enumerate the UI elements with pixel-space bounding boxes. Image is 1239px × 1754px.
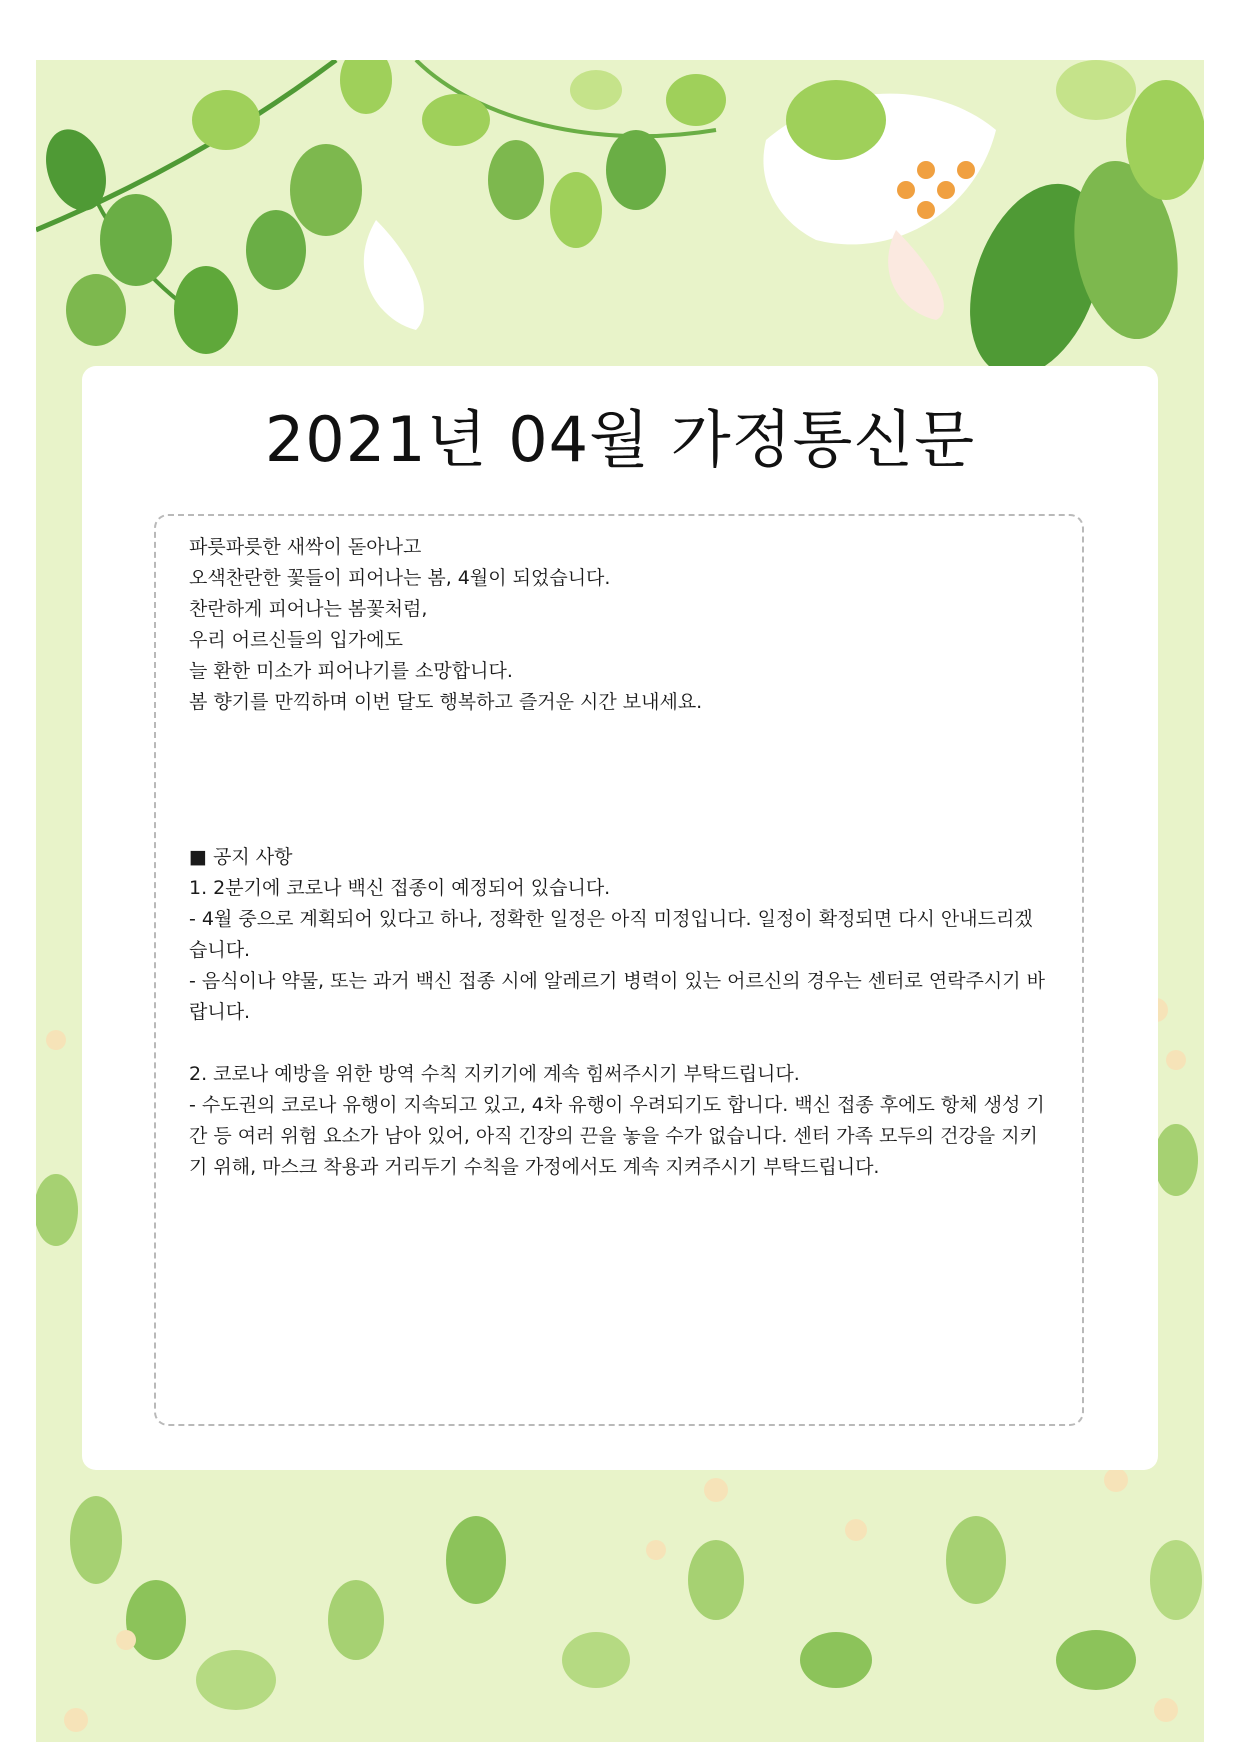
top-leaf-branch-center [416, 60, 726, 248]
notice-item-title: 1. 2분기에 코로나 백신 접종이 예정되어 있습니다. [189, 877, 611, 899]
newsletter-page [36, 60, 1204, 1742]
notice-item-detail: - 음식이나 약물, 또는 과거 백신 접종 시에 알레르기 병력이 있는 어르신의 경우는 센터로 연락주시기 바랍니다. [189, 970, 1046, 1023]
page-title: 2021년 04월 가정통신문 [264, 403, 976, 476]
notice-heading: ■ 공지 사항 [189, 846, 293, 868]
greeting-line: 파릇파릇한 새싹이 돋아나고 [189, 536, 422, 558]
spacer [189, 1028, 1049, 1059]
greeting-line: 오색찬란한 꽃들이 피어나는 봄, 4월이 되었습니다. [189, 567, 611, 589]
content-card [82, 366, 1158, 1470]
message-body [189, 532, 1049, 1183]
message-box [154, 514, 1084, 1426]
greeting-line: 우리 어르신들의 입가에도 [189, 629, 403, 651]
spacer [189, 718, 1049, 842]
greeting-line: 찬란하게 피어나는 봄꽃처럼, [189, 598, 428, 620]
greeting-line: 늘 환한 미소가 피어나기를 소망합니다. [189, 660, 513, 682]
notice-item-detail: - 수도권의 코로나 유행이 지속되고 있고, 4차 유행이 우려되기도 합니다. 백신 접종 후에도 항체 생성 기간 등 여러 위험 요소가 남아 있어, 아직 긴장의 끈을 놓을 수가 없습니다. 센터 가족 모두의 건강을 지키기 위해, 마스크 착용과 거리두기 수칙을 가정에서도 계속 지켜주시기 부탁드립니다. [189, 1094, 1045, 1178]
notice-item-title: 2. 코로나 예방을 위한 방역 수칙 지키기에 계속 힘써주시기 부탁드립니다. [189, 1063, 800, 1085]
greeting-line: 봄 향기를 만끽하며 이번 달도 행복하고 즐거운 시간 보내세요. [189, 691, 703, 713]
notice-item-detail: - 4월 중으로 계획되어 있다고 하나, 정확한 일정은 아직 미정입니다. 일정이 확정되면 다시 안내드리겠습니다. [189, 908, 1033, 961]
top-leaf-branch-left [36, 60, 392, 354]
